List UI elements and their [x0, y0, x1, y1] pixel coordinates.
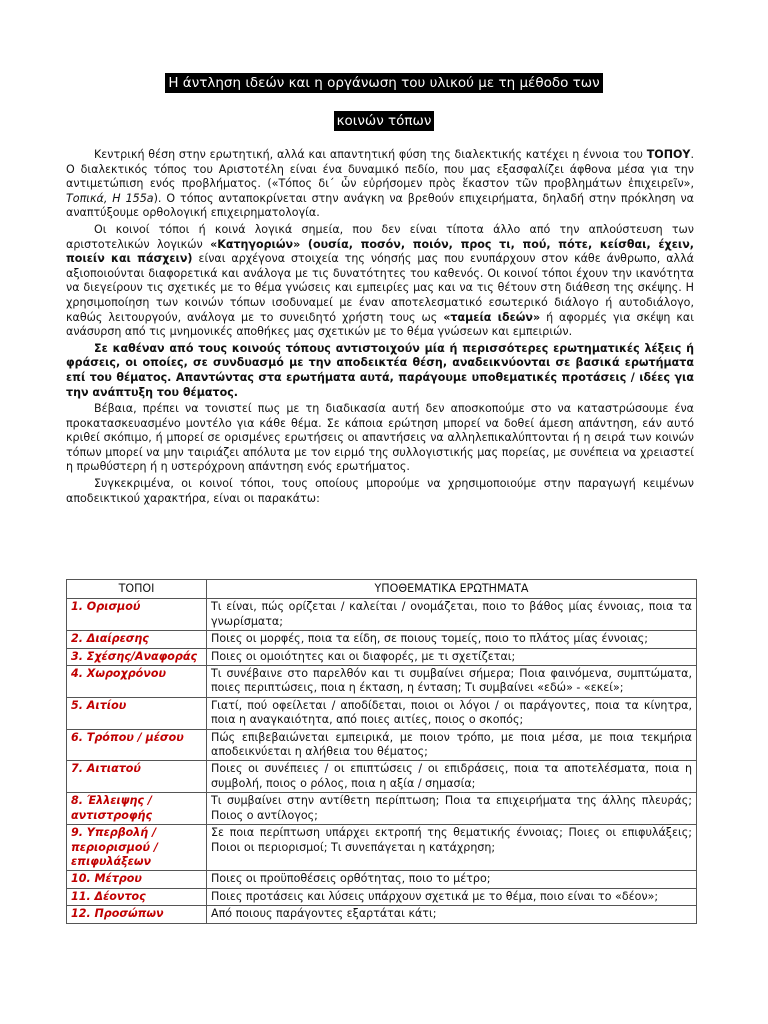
p2-text-e: ή αφορμές για σκέψη και ανάσυρση από τις μνημονικές αποθήκες μας σχετικών με το θέμα γνώσεων και εμπειριών. — [66, 310, 695, 339]
header-topoi: ΤΟΠΟΙ — [67, 580, 207, 599]
table-row — [67, 599, 697, 631]
questions-cell: Ποιες οι ομοιότητες και οι διαφορές, με τι σχετίζεται; — [207, 648, 697, 665]
topic-cell: 10. Μέτρου — [67, 871, 207, 888]
topic-cell: 7. Αιτιατού — [67, 761, 207, 793]
paragraph-2 — [66, 223, 694, 340]
p1-text-e: ). Ο τόπος ανταποκρίνεται στην ανάγκη να βρεθούν επιχειρήματα, δηλαδή στην πρόκληση να αναπτύξουμε ορθολογική επιχειρηματολογία. — [66, 191, 694, 220]
p2-idea-stores: «ταμεία ιδεών» — [443, 310, 541, 324]
questions-cell: Ποιες οι μορφές, ποια τα είδη, σε ποιους τομείς, ποιο το πλάτος μίας έννοιας; — [207, 631, 697, 648]
table-row — [67, 793, 697, 825]
topic-cell: 3. Σχέσης/Αναφοράς — [67, 648, 207, 665]
table-row — [67, 666, 697, 698]
p2-categories: «Κατηγοριών» (ουσία, ποσόν, ποιόν, προς τι, πού, πότε, κείσθαι, έχειν, ποιείν και πάσχειν) — [66, 237, 694, 266]
paragraph-1 — [66, 148, 694, 221]
questions-cell: Τι συνέβαινε στο παρελθόν και τι συμβαίνει σήμερα; Ποια φαινόμενα, συμπτώματα, ποιες περιπτώσεις, ποια η έκταση, η ένταση; Τι συμβαίνει «εδώ» - «εκεί»; — [207, 666, 697, 698]
title-line-2-wrap — [0, 110, 768, 131]
questions-cell: Γιατί, πού οφείλεται / αποδίδεται, ποιοι οι λόγοι / οι παράγοντες, ποια τα κίνητρα, ποια η αναγκαιότητα, από ποιες αιτίες, ποιος ο σκοπός; — [207, 697, 697, 729]
p1-topos-term: ΤΟΠΟΥ — [646, 148, 691, 161]
topoi-table — [66, 579, 697, 924]
questions-cell: Τι είναι, πώς ορίζεται / καλείται / ονομάζεται, ποιο το βάθος μίας έννοιας, ποια τα γνωρίσματα; — [207, 599, 697, 631]
p1-citation: Τοπικά, Η 155a — [66, 191, 154, 205]
p2-text-c: είναι αρχέγονα στοιχεία της νόησής μας που ενυπάρχουν στον κάθε άνθρωπο, αλλά αξιοποιούνται διαφορετικά και ανάλογα με τις δυνατότητες του καθενός. Οι κοινοί τόποι έχουν την ικανότητα να διεγείρουν τις σχετικές με το θέμα γνώσεις και εμπειρίες μας και να τις θέτουν στη διάθεση της σκέψης. Η χρησιμοποίηση των κοινών τόπων ισοδυναμεί με έναν αποτελεσματικό εσωτερικό διάλογο ή αυτοδιάλογο, καθώς λειτουργούν, ανάλογα με το συνειδητό χρήστη τους ως — [66, 252, 694, 324]
questions-cell: Ποιες οι προϋποθέσεις ορθότητας, ποιο το μέτρο; — [207, 871, 697, 888]
questions-cell: Τι συμβαίνει στην αντίθετη περίπτωση; Ποια τα επιχειρήματα της άλλης πλευράς; Ποιος ο αντίλογος; — [207, 793, 697, 825]
topic-cell: 12. Προσώπων — [67, 906, 207, 923]
questions-cell: Ποιες οι συνέπειες / οι επιπτώσεις / οι επιδράσεις, ποια τα αποτελέσματα, ποια η συμβολή, ποιος ο ρόλος, ποια η αξία / σημασία; — [207, 761, 697, 793]
p2-text-a: Οι κοινοί τόποι ή κοινά λογικά σημεία, που δεν είναι τίποτα άλλο από την απλούστευση των αριστοτελικών λογικών — [66, 222, 694, 251]
topic-cell: 11. Δέοντος — [67, 888, 207, 905]
questions-cell: Πώς επιβεβαιώνεται εμπειρικά, με ποιον τρόπο, με ποια μέσα, με ποια τεκμήρια αποδεικνύεται η αλήθεια του θέματος; — [207, 729, 697, 761]
document-title-line-1: Η άντληση ιδεών και η οργάνωση του υλικού με τη μέθοδο των — [165, 73, 602, 93]
topic-cell: 4. Χωροχρόνου — [67, 666, 207, 698]
table-row — [67, 906, 697, 923]
topic-cell: 1. Ορισμού — [67, 599, 207, 631]
paragraph-4: Βέβαια, πρέπει να τονιστεί πως με τη διαδικασία αυτή δεν αποσκοπούμε στο να καταστρώσουμε ένα προκατασκευασμένο μοντέλο για κάθε θέμα. Σε κάποια ερώτηση μπορεί να δοθεί άμεση απάντηση, εάν αυτό κριθεί σκόπιμο, ή μπορεί σε ορισμένες ερωτήσεις οι απαντήσεις να αλληλεπικαλύπτονται ή η σειρά των κοινών τόπων μπορεί να μην ταιριάζει απόλυτα με τον ειρμό της συλλογιστικής μας πορείας, με συνέπεια να χρειαστεί η πρωθύστερη ή η υστερόχρονη απάντηση ενός ερωτήματος. — [66, 402, 694, 474]
table-row — [67, 697, 697, 729]
table-row — [67, 729, 697, 761]
topic-cell: 6. Τρόπου / μέσου — [67, 729, 207, 761]
body-text — [66, 148, 694, 506]
p1-text-c: . Ο διαλεκτικός τόπος του Αριστοτέλη είναι ένα δυναμικό πεδίο, που μας εξασφαλίζει άφθονα μέσα για την αντιμετώπιση ενός προβλήματος. («Τόπος δι΄ ὧν εὐρήσομεν πρὸς ἕκαστον τῶν προβλημάτων ἐπιχειρεῖν», — [66, 148, 694, 191]
header-questions: ΥΠΟΘΕΜΑΤΙΚΑ ΕΡΩΤΗΜΑΤΑ — [207, 580, 697, 599]
table-row — [67, 871, 697, 888]
document-title-line-2: κοινών τόπων — [334, 111, 435, 131]
table-row — [67, 888, 697, 905]
paragraph-3: Σε καθέναν από τους κοινούς τόπους αντιστοιχούν μία ή περισσότερες ερωτηματικές λέξεις ή φράσεις, οι οποίες, σε συνδυασμό με την αποδεικτέα θέση, αναδεικνύονται σε βασικά ερωτήματα επί του θέματος. Απαντώντας στα ερωτήματα αυτά, παράγουμε υποθεματικές προτάσεις / ιδέες για την ανάπτυξη του θέματος. — [66, 341, 694, 399]
topic-cell: 8. Έλλειψης / αντιστροφής — [67, 793, 207, 825]
questions-cell: Από ποιους παράγοντες εξαρτάται κάτι; — [207, 906, 697, 923]
questions-cell: Σε ποια περίπτωση υπάρχει εκτροπή της θεματικής έννοιας; Ποιες οι επιφυλάξεις; Ποιοι οι περιορισμοί; Τι συνεπάγεται η κατάχρηση; — [207, 825, 697, 871]
topic-cell: 2. Διαίρεσης — [67, 631, 207, 648]
topoi-table-wrap — [66, 579, 696, 924]
p1-text-a: Κεντρική θέση στην ερωτητική, αλλά και απαντητική φύση της διαλεκτικής κατέχει η έννοια του — [94, 148, 647, 161]
title-line-1-wrap — [0, 72, 768, 93]
table-row — [67, 761, 697, 793]
topic-cell: 9. Υπερβολή / περιορισμού / επιφυλάξεων — [67, 825, 207, 871]
topic-cell: 5. Αιτίου — [67, 697, 207, 729]
questions-cell: Ποιες προτάσεις και λύσεις υπάρχουν σχετικά με το θέμα, ποιο είναι το «δέον»; — [207, 888, 697, 905]
table-row — [67, 631, 697, 648]
table-header-row — [67, 580, 697, 599]
table-row — [67, 648, 697, 665]
paragraph-5: Συγκεκριμένα, οι κοινοί τόποι, τους οποίους μπορούμε να χρησιμοποιούμε στην παραγωγή κειμένων αποδεικτικού χαρακτήρα, είναι οι παρακάτω: — [66, 477, 694, 505]
table-row — [67, 825, 697, 871]
